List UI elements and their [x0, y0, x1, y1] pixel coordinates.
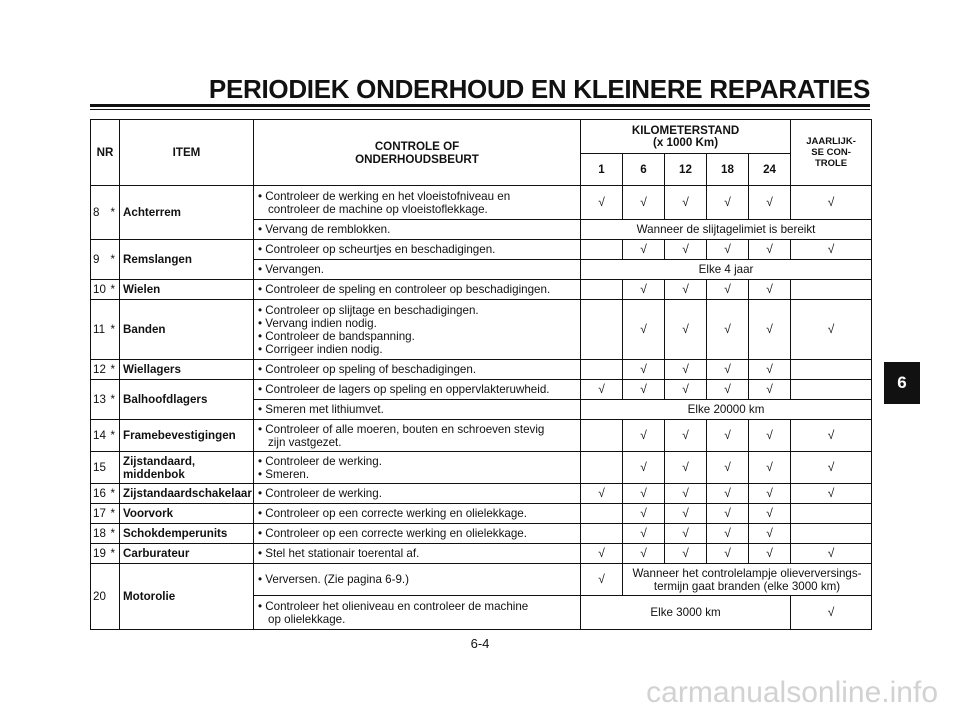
check-mark: √ [623, 544, 665, 564]
empty-cell [581, 420, 623, 452]
interval-line2: termijn gaat branden (elke 3000 km) [653, 579, 841, 593]
page-number: 6-4 [470, 636, 490, 651]
row-nr: 14 [91, 420, 111, 452]
check-mark: √ [665, 186, 707, 220]
check-mark: √ [623, 360, 665, 380]
check-mark: √ [581, 484, 623, 504]
check-mark: √ [665, 380, 707, 400]
check-mark: √ [749, 360, 791, 380]
check-mark: √ [623, 186, 665, 220]
empty-cell [791, 280, 872, 300]
table-row [91, 240, 872, 260]
check-mark: √ [665, 300, 707, 360]
check-mark: √ [707, 280, 749, 300]
control-line: • Corrigeer indien nodig. [258, 342, 383, 356]
row-control: • Controleer op een correcte werking en olielekkage. [254, 524, 581, 544]
row-item: Balhoofdlagers [120, 380, 254, 420]
row-item: Schokdemperunits [120, 524, 254, 544]
check-mark: √ [749, 544, 791, 564]
header-km-6: 6 [623, 154, 665, 186]
row-nr: 19 [91, 544, 111, 564]
row-nr: 11 [91, 300, 111, 360]
header-jaar-line2: SE CON- [811, 147, 851, 158]
check-mark: √ [749, 452, 791, 484]
row-star: * [111, 300, 120, 360]
row-item: Framebevestigingen [120, 420, 254, 452]
row-nr: 10 [91, 280, 111, 300]
row-star: * [111, 280, 120, 300]
check-mark: √ [791, 186, 872, 220]
header-nr: NR [91, 120, 120, 186]
check-mark: √ [791, 484, 872, 504]
control-line: • Smeren. [258, 467, 310, 481]
table-row [91, 380, 872, 400]
row-control [254, 300, 581, 360]
row-item: Banden [120, 300, 254, 360]
row-item: Carburateur [120, 544, 254, 564]
header-jaarlijkse-controle [791, 120, 872, 186]
check-mark: √ [707, 504, 749, 524]
control-line: • Vervang indien nodig. [258, 316, 377, 330]
check-mark: √ [581, 186, 623, 220]
interval-text: Elke 3000 km [581, 596, 791, 630]
title-rule-thin [90, 109, 870, 110]
header-km-18: 18 [707, 154, 749, 186]
row-nr: 9 [91, 240, 111, 280]
row-control: • Smeren met lithiumvet. [254, 400, 581, 420]
row-nr: 17 [91, 504, 111, 524]
row-star [111, 452, 120, 484]
check-mark: √ [665, 504, 707, 524]
check-mark: √ [707, 300, 749, 360]
header-km-line2: (x 1000 Km) [652, 135, 719, 149]
row-control [254, 452, 581, 484]
header-row [91, 120, 872, 154]
check-mark: √ [665, 524, 707, 544]
interval-text: Elke 20000 km [581, 400, 872, 420]
check-mark: √ [749, 524, 791, 544]
table-row [91, 360, 872, 380]
empty-cell [791, 360, 872, 380]
header-km-1: 1 [581, 154, 623, 186]
table-row [91, 300, 872, 360]
check-mark: √ [791, 240, 872, 260]
check-mark: √ [749, 240, 791, 260]
check-mark: √ [623, 504, 665, 524]
check-mark: √ [581, 564, 623, 596]
row-item-line1: Zijstandaard, [123, 454, 196, 468]
check-mark: √ [749, 280, 791, 300]
check-mark: √ [707, 240, 749, 260]
check-mark: √ [707, 360, 749, 380]
table-row [91, 186, 872, 220]
row-nr: 12 [91, 360, 111, 380]
table-row [91, 524, 872, 544]
row-control: • Controleer de speling en controleer op beschadigingen. [254, 280, 581, 300]
row-star: * [111, 360, 120, 380]
page-title: PERIODIEK ONDERHOUD EN KLEINERE REPARATIES [208, 74, 870, 104]
row-control: • Controleer de lagers op speling en oppervlakteruwheid. [254, 380, 581, 400]
row-item: Motorolie [120, 564, 254, 630]
empty-cell [791, 524, 872, 544]
empty-cell [581, 504, 623, 524]
check-mark: √ [665, 544, 707, 564]
row-star [111, 564, 120, 630]
row-control: • Stel het stationair toerental af. [254, 544, 581, 564]
row-star: * [111, 524, 120, 544]
check-mark: √ [749, 186, 791, 220]
table-row [91, 420, 872, 452]
check-mark: √ [749, 484, 791, 504]
check-mark: √ [749, 380, 791, 400]
header-km-24: 24 [749, 154, 791, 186]
empty-cell [581, 360, 623, 380]
row-control: • Controleer op scheurtjes en beschadigingen. [254, 240, 581, 260]
check-mark: √ [791, 300, 872, 360]
interval-text: Wanneer de slijtagelimiet is bereikt [581, 220, 872, 240]
control-line: • Controleer op slijtage en beschadigingen. [258, 303, 479, 317]
row-star: * [111, 380, 120, 420]
header-controle [254, 120, 581, 186]
table-row [91, 484, 872, 504]
check-mark: √ [749, 300, 791, 360]
check-mark: √ [623, 452, 665, 484]
check-mark: √ [665, 452, 707, 484]
row-item: Zijstandaardschakelaar [120, 484, 254, 504]
row-star: * [111, 240, 120, 280]
empty-cell [581, 452, 623, 484]
check-mark: √ [707, 544, 749, 564]
watermark: carmanualsonline.info [646, 676, 938, 709]
check-mark: √ [707, 380, 749, 400]
check-mark: √ [665, 240, 707, 260]
row-item: Voorvork [120, 504, 254, 524]
row-item: Achterrem [120, 186, 254, 240]
header-jaar-line3: TROLE [814, 158, 848, 169]
row-control [254, 596, 581, 630]
check-mark: √ [707, 186, 749, 220]
check-mark: √ [749, 504, 791, 524]
table-row [91, 544, 872, 564]
header-km-line1: KILOMETERSTAND [631, 123, 740, 137]
row-item: Wiellagers [120, 360, 254, 380]
control-line: • Controleer het olieniveau en controleer de machine [258, 599, 529, 613]
check-mark: √ [665, 280, 707, 300]
check-mark: √ [707, 484, 749, 504]
control-line-cont: controleer de machine op vloeistoflekkage. [268, 202, 488, 216]
check-mark: √ [707, 524, 749, 544]
row-control [254, 186, 581, 220]
table-row [91, 564, 872, 596]
row-star: * [111, 420, 120, 452]
control-line: • Controleer de werking. [258, 454, 382, 468]
check-mark: √ [623, 380, 665, 400]
header-controle-line2: ONDERHOUDSBEURT [355, 152, 479, 166]
header-kilometerstand [581, 120, 791, 154]
empty-cell [581, 280, 623, 300]
check-mark: √ [665, 484, 707, 504]
row-item [120, 452, 254, 484]
check-mark: √ [581, 544, 623, 564]
row-item-line2: middenbok [123, 467, 185, 481]
control-line: • Controleer de bandspanning. [258, 329, 415, 343]
header-controle-line1: CONTROLE OF [374, 139, 460, 153]
row-item: Remslangen [120, 240, 254, 280]
row-nr: 8 [91, 186, 111, 240]
header-jaar-line1: JAARLIJK- [806, 136, 856, 147]
check-mark: √ [623, 280, 665, 300]
check-mark: √ [623, 240, 665, 260]
check-mark: √ [665, 360, 707, 380]
check-mark: √ [623, 524, 665, 544]
row-control: • Controleer op speling of beschadigingen. [254, 360, 581, 380]
empty-cell [581, 524, 623, 544]
interval-text [623, 564, 872, 596]
chapter-tab: 6 [884, 362, 920, 404]
control-line: • Controleer of alle moeren, bouten en schroeven stevig [258, 422, 545, 436]
check-mark: √ [665, 420, 707, 452]
empty-cell [791, 380, 872, 400]
interval-line1: Wanneer het controlelampje olieverversings- [632, 566, 862, 580]
row-control [254, 420, 581, 452]
check-mark: √ [623, 420, 665, 452]
check-mark: √ [791, 596, 872, 630]
title-rule-thick [90, 104, 870, 107]
row-nr: 13 [91, 380, 111, 420]
check-mark: √ [707, 420, 749, 452]
row-item: Wielen [120, 280, 254, 300]
row-nr: 15 [91, 452, 111, 484]
row-control: • Vervangen. [254, 260, 581, 280]
interval-text: Elke 4 jaar [581, 260, 872, 280]
row-nr: 20 [91, 564, 111, 630]
check-mark: √ [749, 420, 791, 452]
row-nr: 16 [91, 484, 111, 504]
control-line: • Controleer de werking en het vloeistofniveau en [258, 189, 511, 203]
check-mark: √ [707, 452, 749, 484]
maintenance-table [90, 119, 872, 630]
table-row [91, 504, 872, 524]
row-star: * [111, 504, 120, 524]
empty-cell [581, 300, 623, 360]
row-star: * [111, 484, 120, 504]
check-mark: √ [791, 420, 872, 452]
check-mark: √ [581, 380, 623, 400]
check-mark: √ [623, 484, 665, 504]
header-km-12: 12 [665, 154, 707, 186]
row-star: * [111, 544, 120, 564]
row-star: * [111, 186, 120, 240]
row-nr: 18 [91, 524, 111, 544]
check-mark: √ [623, 300, 665, 360]
empty-cell [791, 504, 872, 524]
row-control: • Verversen. (Zie pagina 6-9.) [254, 564, 581, 596]
table-row [91, 280, 872, 300]
header-item: ITEM [120, 120, 254, 186]
row-control: • Vervang de remblokken. [254, 220, 581, 240]
empty-cell [581, 240, 623, 260]
control-line-cont: zijn vastgezet. [268, 435, 342, 449]
control-line-cont: op olielekkage. [268, 612, 346, 626]
check-mark: √ [791, 544, 872, 564]
check-mark: √ [791, 452, 872, 484]
table-row [91, 452, 872, 484]
row-control: • Controleer de werking. [254, 484, 581, 504]
row-control: • Controleer op een correcte werking en olielekkage. [254, 504, 581, 524]
